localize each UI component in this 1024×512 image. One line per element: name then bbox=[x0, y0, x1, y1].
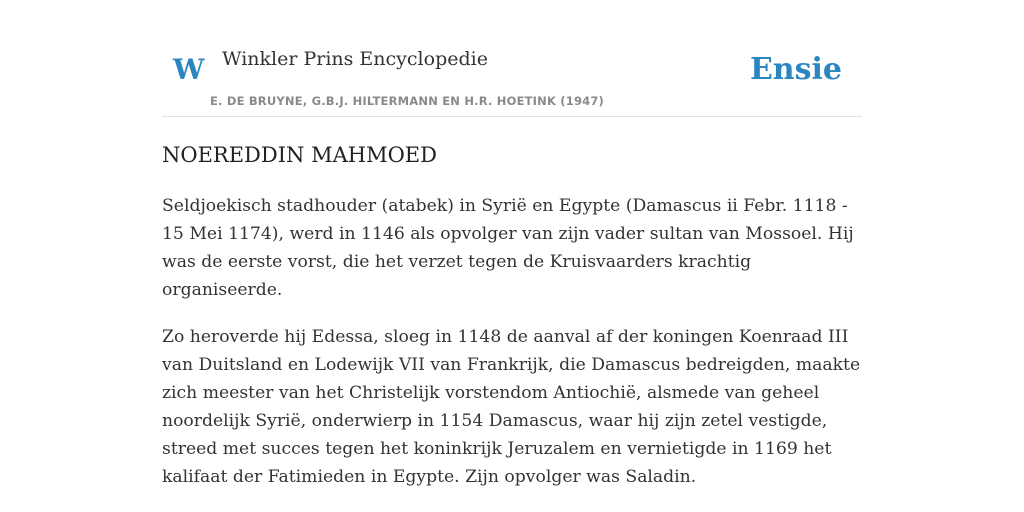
article-title: NOEREDDIN MAHMOED bbox=[162, 143, 437, 167]
source-title[interactable]: Winkler Prins Encyclopedie bbox=[222, 48, 488, 70]
ensie-logo[interactable]: Ensie bbox=[749, 52, 842, 87]
article-paragraph: Zo heroverde hij Edessa, sloeg in 1148 de aanval af der koningen Koenraad III van Duitsland en Lodewijk VII van Frankrijk, die Damascus bedreigden, maakte zich meester van het Christelijk vorstendom Antiochië, alsmede van geheel noordelijk Syrië, onderwierp in 1154 Damascus, waar hij zijn zetel vestigde, streed met succes tegen het koninkrijk Jeruzalem en vernietigde in 1169 het kalifaat der Fatimieden in Egypte. Zijn opvolger was Saladin. bbox=[162, 327, 861, 487]
winkler-prins-logo[interactable]: W bbox=[173, 53, 205, 86]
source-header bbox=[162, 40, 862, 117]
source-authors: E. DE BRUYNE, G.B.J. HILTERMANN EN H.R. HOETINK (1947) bbox=[210, 94, 605, 108]
article-body bbox=[162, 192, 862, 510]
article-paragraph: Seldjoekisch stadhouder (atabek) in Syrië en Egypte (Damascus ii Febr. 1118 - 15 Mei 1174), werd in 1146 als opvolger van zijn vader sultan van Mossoel. Hij was de eerste vorst, die het verzet tegen de Kruisvaarders krachtig organiseerde. bbox=[162, 196, 854, 300]
